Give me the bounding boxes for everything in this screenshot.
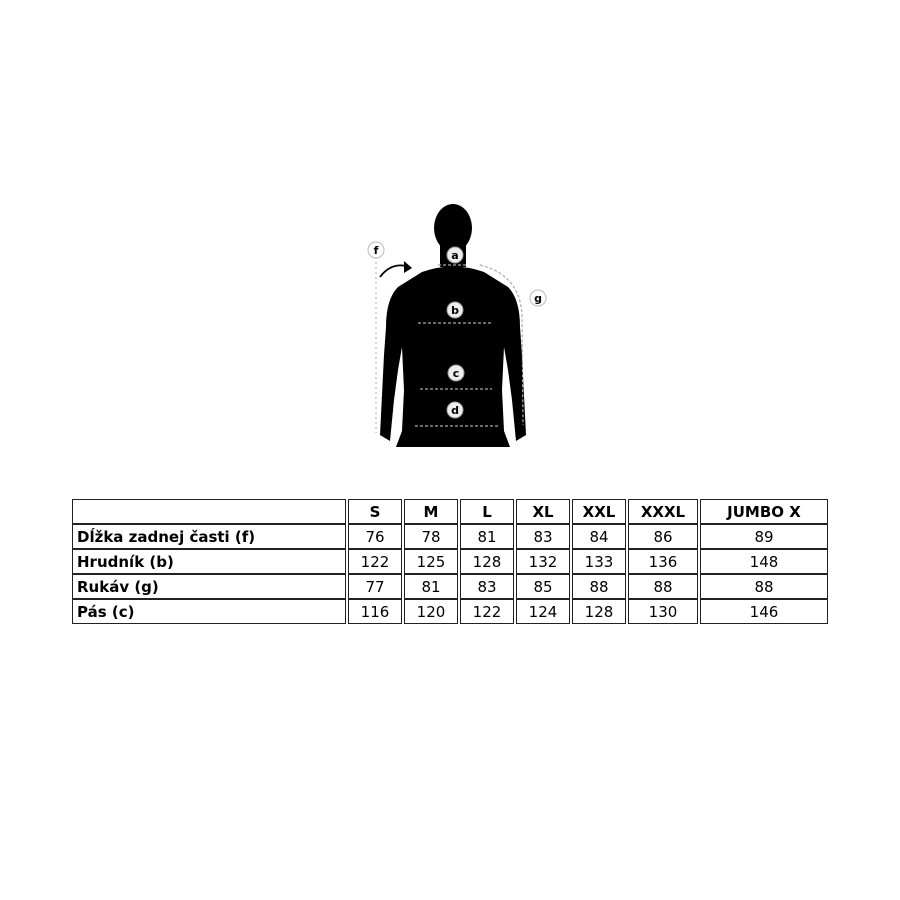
table-cell: 81 [404, 574, 458, 599]
table-cell: 86 [628, 524, 698, 549]
marker-f [368, 242, 384, 258]
svg-text:a: a [451, 249, 459, 262]
table-cell: 77 [348, 574, 402, 599]
table-row [72, 524, 828, 549]
svg-text:d: d [451, 404, 459, 417]
table-cell: 120 [404, 599, 458, 624]
table-row [72, 549, 828, 574]
table-cell: 89 [700, 524, 828, 549]
table-cell: 81 [460, 524, 514, 549]
size-header-cell: XXXL [628, 499, 698, 524]
table-row [72, 599, 828, 624]
table-cell: 124 [516, 599, 570, 624]
row-label: Pás (c) [72, 599, 346, 624]
marker-c [448, 365, 464, 381]
table-cell: 83 [460, 574, 514, 599]
svg-text:g: g [534, 292, 542, 305]
table-cell: 122 [348, 549, 402, 574]
size-header-cell: L [460, 499, 514, 524]
marker-b [447, 302, 463, 318]
size-header-cell: JUMBO X [700, 499, 828, 524]
table-cell: 148 [700, 549, 828, 574]
marker-g [530, 290, 546, 306]
table-cell: 85 [516, 574, 570, 599]
table-cell: 125 [404, 549, 458, 574]
table-cell: 128 [572, 599, 626, 624]
row-label: Rukáv (g) [72, 574, 346, 599]
table-cell: 146 [700, 599, 828, 624]
body-measurement-diagram [360, 195, 540, 455]
table-cell: 88 [572, 574, 626, 599]
svg-text:f: f [373, 244, 379, 257]
size-header-cell: XXL [572, 499, 626, 524]
size-chart-table [70, 499, 830, 624]
header-blank-cell [72, 499, 346, 524]
row-label: Dĺžka zadnej časti (f) [72, 524, 346, 549]
table-cell: 76 [348, 524, 402, 549]
table-cell: 122 [460, 599, 514, 624]
table-cell: 88 [700, 574, 828, 599]
table-cell: 88 [628, 574, 698, 599]
table-cell: 116 [348, 599, 402, 624]
row-label: Hrudník (b) [72, 549, 346, 574]
table-row [72, 574, 828, 599]
table-cell: 132 [516, 549, 570, 574]
table-cell: 128 [460, 549, 514, 574]
table-cell: 83 [516, 524, 570, 549]
table-cell: 136 [628, 549, 698, 574]
size-header-cell: S [348, 499, 402, 524]
size-header-cell: XL [516, 499, 570, 524]
svg-text:b: b [451, 304, 459, 317]
table-cell: 78 [404, 524, 458, 549]
svg-text:c: c [452, 367, 460, 380]
table-cell: 133 [572, 549, 626, 574]
table-cell: 84 [572, 524, 626, 549]
size-header-row [72, 499, 828, 524]
marker-d [447, 402, 463, 418]
marker-a [447, 247, 463, 263]
size-header-cell: M [404, 499, 458, 524]
table-cell: 130 [628, 599, 698, 624]
